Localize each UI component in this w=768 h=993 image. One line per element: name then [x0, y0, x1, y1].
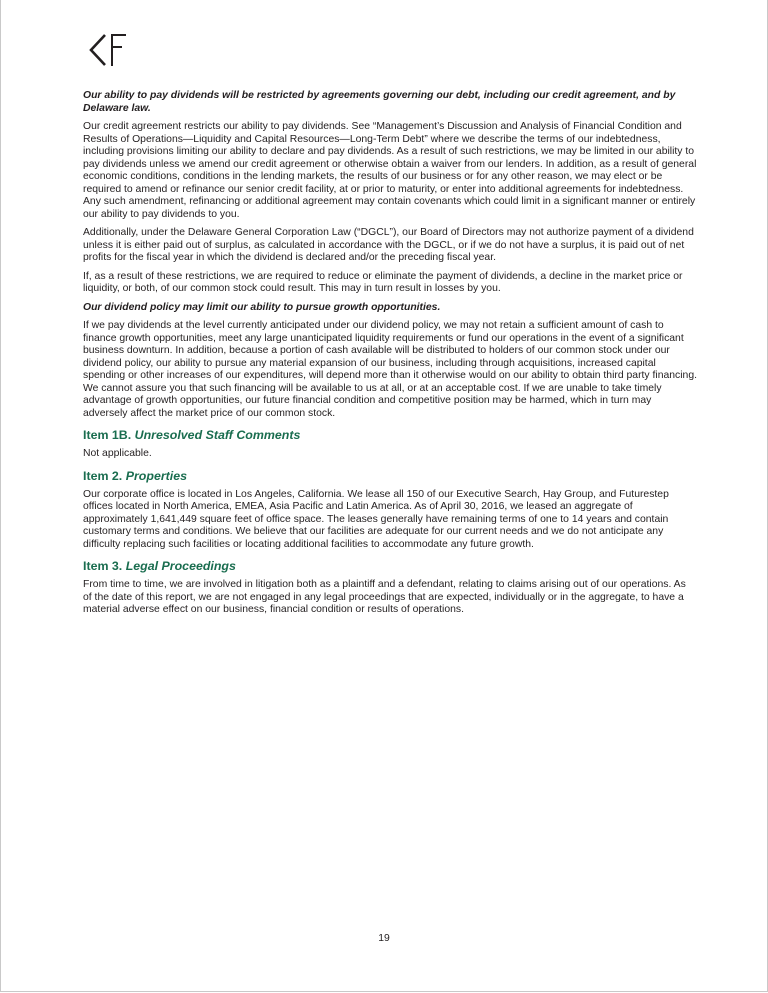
- paragraph: Our corporate office is located in Los Angeles, California. We lease all 150 of our Executive Search, Hay Group, and Futurestep offices located in North America, EMEA, Asia Pacific and Latin America. As of April 30, 2016, we leased an aggregate of approximately 1,641,449 square feet of office space. The leases generally have remaining terms of one to 14 years and contain customary terms and conditions. We believe that our facilities are adequate for our current needs and we do not anticipate any difficulty replacing such facilities or locating additional facilities to accommodate any future growth.: [83, 488, 669, 550]
- item-title: Properties: [125, 468, 188, 483]
- item-1b-heading: [83, 428, 697, 443]
- item-2-heading: [83, 469, 697, 484]
- page-number: 19: [378, 933, 390, 944]
- item-number: Item 1B.: [83, 428, 132, 442]
- risk-factor-heading-dividends: Our ability to pay dividends will be restricted by agreements governing our debt, including our credit agreement, and by Delaware law.: [83, 90, 676, 114]
- item-3-heading: [83, 559, 697, 574]
- document-body: [83, 90, 697, 623]
- paragraph: If, as a result of these restrictions, we are required to reduce or eliminate the payment of dividends, a decline in the market price or liquidity, or both, of our common stock could result. This may in turn result in losses by you.: [83, 270, 683, 294]
- item-number: Item 3.: [83, 559, 123, 573]
- paragraph: Not applicable.: [83, 448, 152, 459]
- paragraph: Our credit agreement restricts our ability to pay dividends. See “Management’s Discussion and Analysis of Financial Condition and Results of Operations—Liquidity and Capital Resources—Long-Term Debt” where we describe the terms of our indebtedness, including provisions limiting our ability to declare and pay dividends. As a result of such restrictions, we may be limited in our ability to pay dividends unless we amend our credit agreement or otherwise obtain a waiver from our lenders. In addition, as a result of general economic conditions, conditions in the lending markets, the results of our business or for any other reason, we may elect or be required to amend or refinance our senior credit facility, at or prior to maturity, or enter into additional agreements for indebtedness. Any such amendment, refinancing or additional agreement may contain covenants which could limit in a significant manner or entirely our ability to pay dividends to you.: [83, 121, 697, 220]
- item-number: Item 2.: [83, 468, 123, 483]
- item-title: Unresolved Staff Comments: [134, 428, 301, 442]
- paragraph: If we pay dividends at the level currently anticipated under our dividend policy, we may not retain a sufficient amount of cash to finance growth opportunities, meet any large unanticipated liquidity requirements or fund our operations in the event of a significant business downturn. In addition, because a portion of cash available will be distributed to holders of our common stock under our dividend policy, our ability to pursue any material expansion of our business, including through acquisitions, increased capital spending or other increases of our expenditures, will depend more than it otherwise would on our ability to obtain third party financing. We cannot assure you that such financing will be available to us at all, or at an acceptable cost. If we are unable to take timely advantage of growth opportunities, our future financial condition and competitive position may be harmed, which in turn may adversely affect the market price of our common stock.: [83, 320, 697, 419]
- paragraph: Additionally, under the Delaware General Corporation Law (“DGCL”), our Board of Directors may not authorize payment of a dividend unless it is either paid out of surplus, as calculated in accordance with the DGCL, or if we do not have a surplus, it is paid out of net profits for the fiscal year in which the dividend is declared and/or the preceding fiscal year.: [83, 227, 694, 263]
- risk-factor-heading-dividend-policy: Our dividend policy may limit our ability to pursue growth opportunities.: [83, 301, 441, 313]
- kf-logo-icon: [88, 32, 136, 68]
- paragraph: From time to time, we are involved in litigation both as a plaintiff and a defendant, relating to claims arising out of our operations. As of the date of this report, we are not engaged in any legal proceedings that are expected, individually or in the aggregate, to have a material adverse effect on our business, financial condition or results of operations.: [83, 579, 686, 615]
- korn-ferry-logo: [88, 32, 136, 68]
- item-title: Legal Proceedings: [125, 559, 236, 573]
